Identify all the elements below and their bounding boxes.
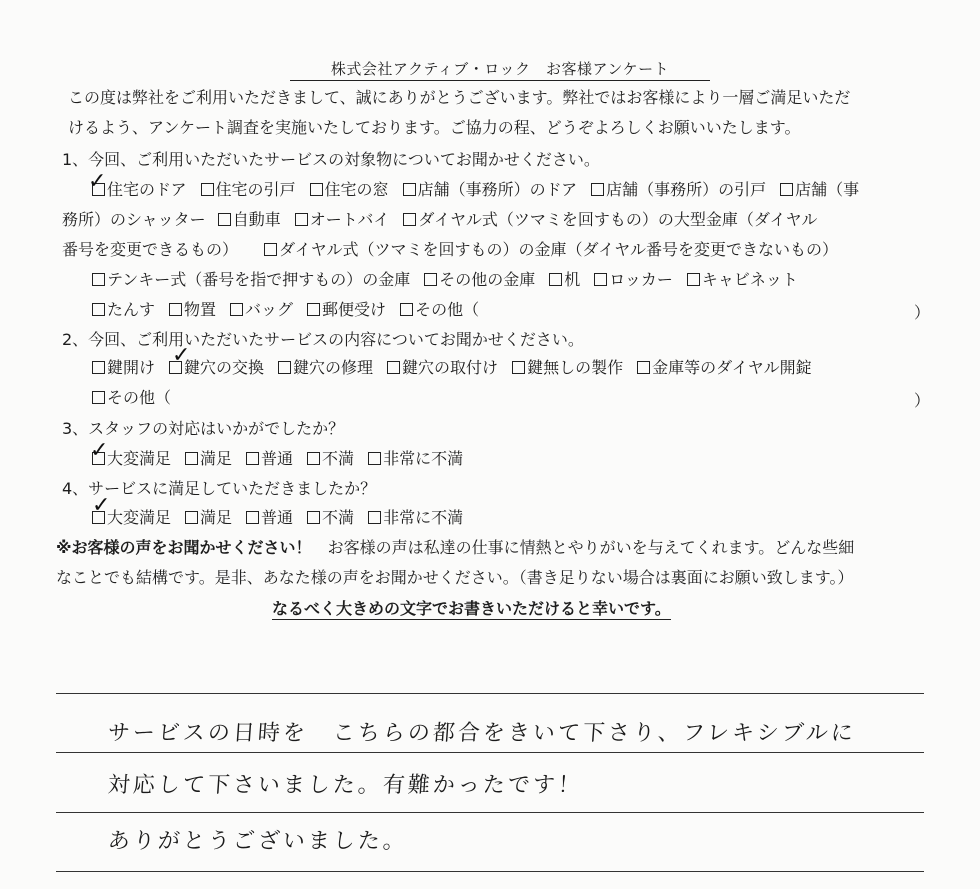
checkbox[interactable] [780,183,793,196]
q3-option-very-satisfied[interactable]: 大変満足 [92,449,171,469]
q3-option-dissatisfied[interactable]: 不満 [307,449,354,469]
q1-option-chest[interactable]: たんす [92,300,155,320]
q2-option-cylinder-replace[interactable]: 鍵穴の交換 [169,358,264,378]
q1-option-locker[interactable]: ロッカー [594,270,673,290]
checkbox[interactable] [310,183,323,196]
q1-option-bag[interactable]: バッグ [230,300,293,320]
q3-option-satisfied[interactable]: 満足 [185,449,232,469]
writing-rule-2 [56,752,924,753]
voice-text-1: お客様の声は私達の仕事に情熱とやりがいを与えてくれます。どんな些細 [311,538,855,557]
q2-option-cylinder-install[interactable]: 鍵穴の取付け [387,358,498,378]
question-3: 3、スタッフの対応はいかがでしたか？ [62,419,345,438]
checkmark-q4: ✓ [92,493,111,518]
q1-option-motorbike[interactable]: オートバイ [295,210,390,230]
checkbox[interactable] [307,452,320,465]
checkmark-q1: ✓ [88,169,107,194]
q1-option-shop-sliding-door[interactable]: 店舗（事務所）の引戸 [591,180,766,200]
q1-options-row-3: 番号を変更できるもの） ダイヤル式（ツマミを回すもの）の金庫（ダイヤル番号を変更できないもの） [62,240,839,259]
q2-option-keyless-make[interactable]: 鍵無しの製作 [512,358,623,378]
checkbox[interactable] [512,361,525,374]
checkbox[interactable] [201,183,214,196]
q1-options-row-5 [92,300,493,320]
handwritten-line-1: サービスの日時を こちらの都合をきいて下さり、フレキシブルに [106,721,857,746]
survey-title: 株式会社アクティブ・ロック お客様アンケート [290,58,710,81]
writing-rule-3 [56,812,924,813]
q2-option-unlock[interactable]: 鍵開け [92,358,155,378]
checkbox[interactable] [403,183,416,196]
checkbox[interactable] [307,511,320,524]
q1-other-close-paren: ） [914,303,931,322]
checkbox[interactable] [264,243,277,256]
checkbox[interactable] [307,303,320,316]
checkbox[interactable] [278,361,291,374]
q1-option-other-safe[interactable]: その他の金庫 [424,270,535,290]
checkmark-q2: ✓ [172,343,191,368]
q1-option-shop-door[interactable]: 店舗（事務所）のドア [403,180,578,200]
q4-option-satisfied[interactable]: 満足 [185,508,232,528]
checkbox[interactable] [246,452,259,465]
checkbox[interactable] [169,303,182,316]
writing-rule-1 [56,693,924,694]
checkbox[interactable] [295,213,308,226]
q4-option-very-satisfied[interactable]: 大変満足 [92,508,171,528]
writing-rule-4 [56,871,924,872]
q2-other-close-paren: ） [914,391,931,410]
q1-option-shed[interactable]: 物置 [169,300,216,320]
checkbox[interactable] [400,303,413,316]
question-4: 4、サービスに満足していただきましたか？ [62,479,377,498]
q3-option-neutral[interactable]: 普通 [246,449,293,469]
checkbox[interactable] [246,511,259,524]
q1-option-other[interactable]: その他（ [400,300,479,320]
q1-options-row-2: 務所）のシャッター 自動車 オートバイ ダイヤル式（ツマミを回すもの）の大型金庫（ダイヤル [62,210,818,229]
q1-option-house-sliding-door[interactable]: 住宅の引戸 [201,180,296,200]
voice-text-2: なことでも結構です。是非、あなた様の声をお聞かせください。（書き足りない場合は裏面にお願い致します。） [56,568,854,587]
question-1: 1、今回、ご利用いただいたサービスの対象物についてお聞かせください。 [62,150,600,169]
question-2: 2、今回、ご利用いただいたサービスの内容についてお聞かせください。 [62,330,584,349]
checkbox[interactable] [92,303,105,316]
q1-option-cabinet[interactable]: キャビネット [687,270,798,290]
intro-line-1: この度は弊社をご利用いただきまして、誠にありがとうございます。弊社ではお客様により一層ご満足いただ [68,88,851,107]
q1-option-car[interactable]: 自動車 [218,210,281,230]
q2-option-safe-dial-open[interactable]: 金庫等のダイヤル開錠 [637,358,812,378]
q1-options-row-4 [92,270,812,290]
checkbox[interactable] [637,361,650,374]
q1-option-tenkey-safe[interactable]: テンキー式（番号を指で押すもの）の金庫 [92,270,410,290]
q4-option-very-dissatisfied[interactable]: 非常に不満 [368,508,463,528]
q4-option-neutral[interactable]: 普通 [246,508,293,528]
voice-line-1 [56,538,854,558]
q4-options [92,508,477,528]
checkbox[interactable] [218,213,231,226]
checkbox[interactable] [424,273,437,286]
checkbox[interactable] [368,511,381,524]
checkbox[interactable] [594,273,607,286]
intro-line-2: けるよう、アンケート調査を実施いたしております。ご協力の程、どうぞよろしくお願いいたします。 [68,118,801,137]
checkbox[interactable] [92,273,105,286]
q2-options-row-1 [92,358,812,378]
q1-option-house-door[interactable]: 住宅のドア [92,180,187,200]
q2-option-cylinder-repair[interactable]: 鍵穴の修理 [278,358,373,378]
q2-options-row-2 [92,388,185,408]
checkbox[interactable] [687,273,700,286]
q1-option-dial-safe[interactable]: ダイヤル式（ツマミを回すもの）の金庫（ダイヤル番号を変更できないもの） [264,240,838,260]
q1-option-shop-shutter[interactable]: 店舗（事 [780,180,859,200]
q1-option-large-safe[interactable]: ダイヤル式（ツマミを回すもの）の大型金庫（ダイヤル [403,210,817,230]
q1-options-row-1 [92,180,859,200]
checkbox[interactable] [549,273,562,286]
handwritten-line-2: 対応して下さいました。有難かったです！ [106,773,584,798]
q3-option-very-dissatisfied[interactable]: 非常に不満 [368,449,463,469]
checkbox[interactable] [185,452,198,465]
checkbox[interactable] [185,511,198,524]
q1-option-desk[interactable]: 机 [549,270,580,290]
checkbox[interactable] [403,213,416,226]
voice-heading: ※お客様の声をお聞かせください！ [56,538,312,557]
checkbox[interactable] [92,361,105,374]
checkbox[interactable] [387,361,400,374]
q1-option-house-window[interactable]: 住宅の窓 [310,180,389,200]
checkbox[interactable] [92,391,105,404]
handwritten-line-3: ありがとうございました。 [106,829,409,854]
checkbox[interactable] [591,183,604,196]
checkmark-q3: ✓ [90,438,109,463]
q4-option-dissatisfied[interactable]: 不満 [307,508,354,528]
voice-emphasis: なるべく大きめの文字でお書きいただけると幸いです。 [272,596,671,620]
q2-option-other[interactable]: その他（ [92,388,171,408]
q3-options [92,449,477,469]
q1-option-mailbox[interactable]: 郵便受け [307,300,386,320]
checkbox[interactable] [230,303,243,316]
checkbox[interactable] [368,452,381,465]
